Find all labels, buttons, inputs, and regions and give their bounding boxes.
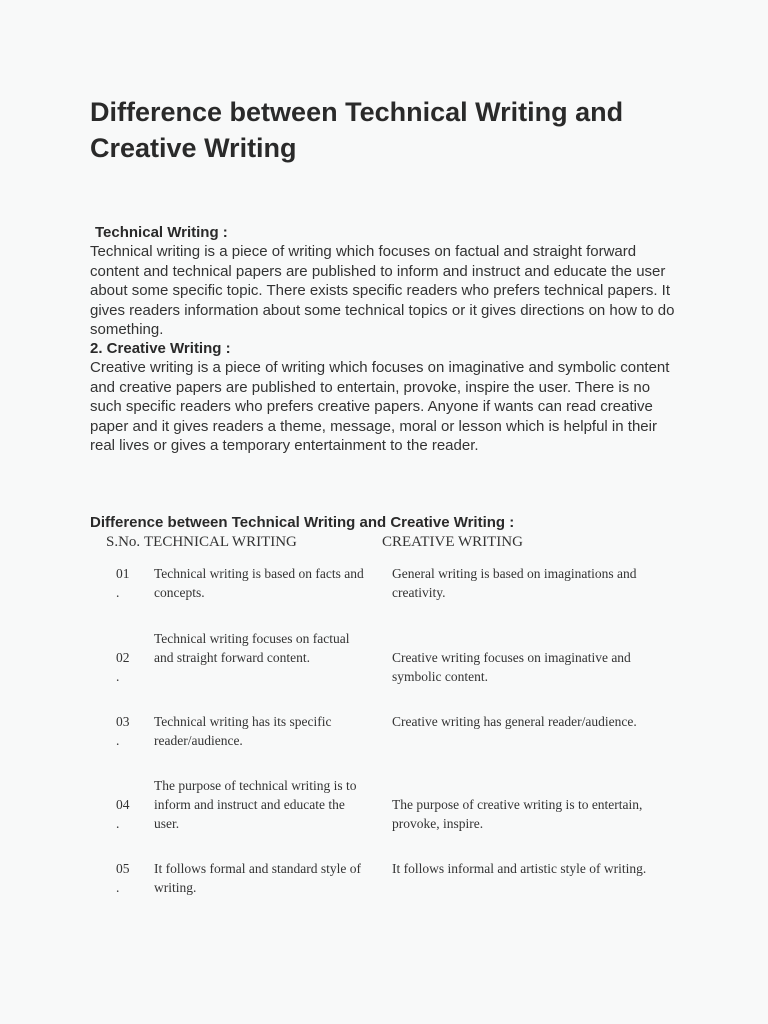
page-title: Difference between Technical Writing and Creative Writing [90, 97, 624, 163]
difference-heading: Difference between Technical Writing and Creative Writing : [90, 514, 515, 531]
row-number: 02 . [116, 650, 130, 684]
technical-cell: The purpose of technical writing is to inform and instruct and educate the user. [154, 778, 357, 831]
creative-cell: It follows informal and artistic style of writing. [392, 861, 647, 876]
creative-cell: General writing is based on imaginations and creativity. [392, 566, 637, 600]
header-creative: CREATIVE WRITING [382, 534, 523, 550]
technical-writing-paragraph: Technical writing is a piece of writing which focuses on factual and straight forward content and technical papers are published to inform and instruct and educate the user about some specific topic. There exists specific readers who prefers technical papers. It gives readers information about some technical topics or it gives directions on how to do something. [90, 243, 675, 338]
row-number: 05 . [116, 861, 130, 895]
creative-writing-paragraph: Creative writing is a piece of writing which focuses on imaginative and symbolic content and creative papers are published to entertain, provoke, inspire the user. There is no such specific readers who prefers creative papers. Anyone if wants can read creative paper and it gives readers a theme, message, moral or lesson which is helpful in their real lives or gives a temporary entertainment to the reader. [90, 359, 670, 454]
creative-cell: The purpose of creative writing is to entertain, provoke, inspire. [392, 797, 643, 831]
header-technical: TECHNICAL WRITING [144, 534, 297, 550]
row-number: 04 . [116, 797, 130, 831]
creative-writing-heading: 2. Creative Writing : [90, 340, 231, 357]
creative-cell: Creative writing focuses on imaginative and symbolic content. [392, 650, 631, 684]
technical-cell: Technical writing focuses on factual and straight forward content. [154, 631, 350, 665]
header-sno: S.No. [106, 534, 141, 550]
row-number: 01 . [116, 566, 130, 600]
document-page [90, 94, 690, 895]
row-number: 03 . [116, 714, 130, 748]
technical-cell: Technical writing has its specific reader/audience. [154, 714, 332, 748]
technical-writing-heading: Technical Writing : [95, 224, 228, 241]
technical-cell: It follows formal and standard style of writing. [154, 861, 361, 895]
creative-cell: Creative writing has general reader/audience. [392, 714, 637, 729]
technical-cell: Technical writing is based on facts and concepts. [154, 566, 364, 600]
